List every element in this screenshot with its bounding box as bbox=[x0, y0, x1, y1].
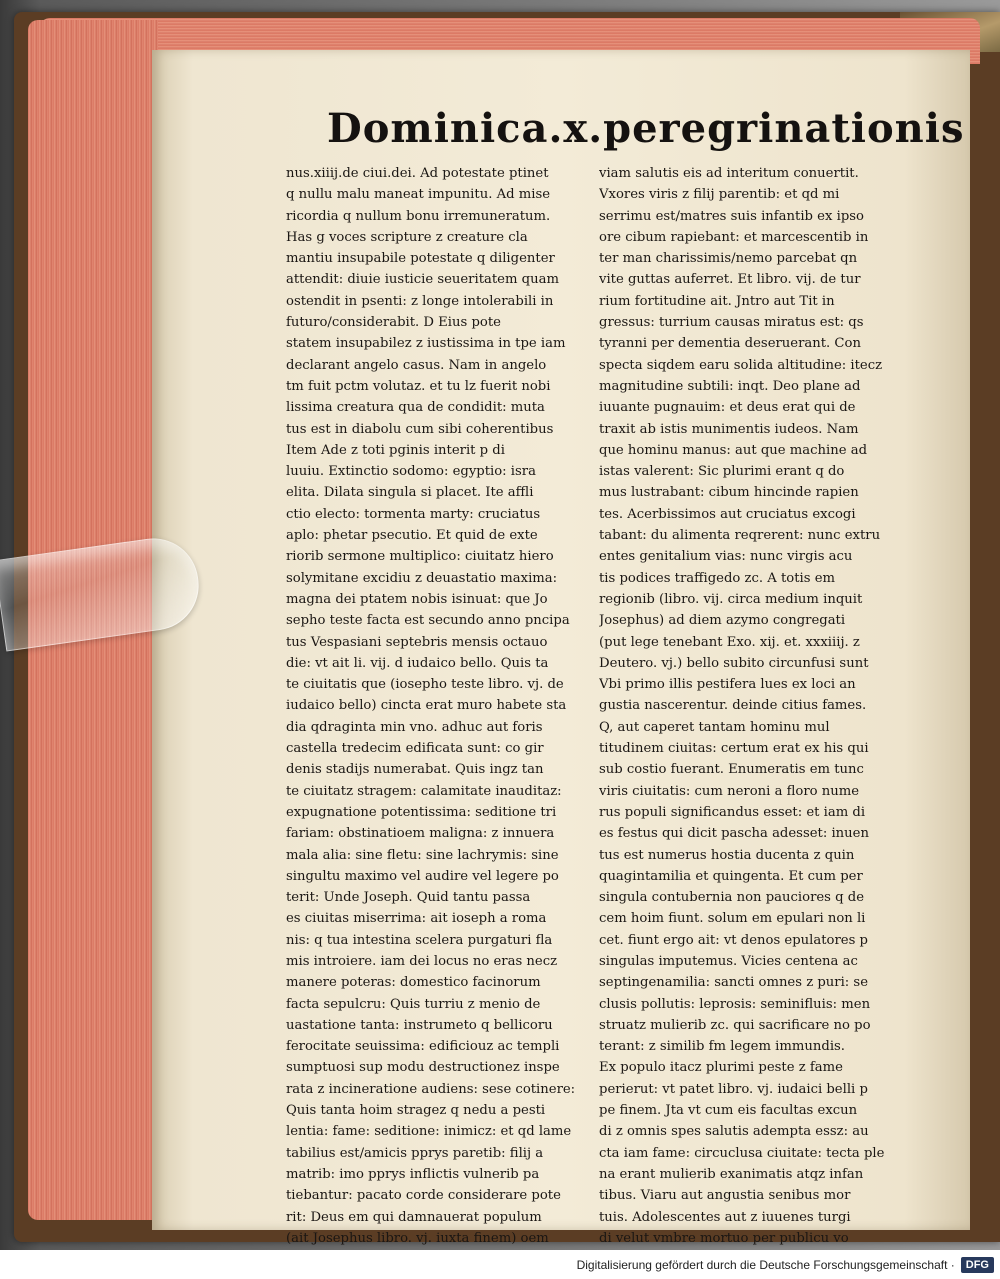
right-column-line: singula contubernia non pauciores q de bbox=[599, 890, 865, 906]
right-column-line: entes genitalium vias: nunc virgis acu bbox=[599, 549, 853, 565]
right-column-line: Vxores viris z filij parentib: et qd mi bbox=[599, 187, 840, 203]
right-column-line: Vbi primo illis pestifera lues ex loci an bbox=[599, 677, 856, 693]
right-column-line: tabant: du alimenta reqrerent: nunc extru bbox=[599, 528, 881, 544]
right-column-line: tes. Acerbissimos aut cruciatus excogi bbox=[599, 506, 856, 522]
left-column-line: ricordia q nullum bonu irremuneratum. bbox=[286, 208, 551, 224]
left-column-line: ostendit in psenti: z longe intolerabili in bbox=[286, 293, 554, 309]
left-column-line: iudaico bello) cincta erat muro habete sta bbox=[286, 698, 567, 714]
left-column-line: te ciuitatis que (iosepho teste libro. vj. de bbox=[286, 677, 564, 693]
right-column-line: Ex populo itacz plurimi peste z fame bbox=[599, 1060, 843, 1076]
right-column-line: tis podices traffigedo zc. A totis em bbox=[599, 570, 835, 586]
left-column-line: manere poteras: domestico facinorum bbox=[286, 975, 541, 991]
right-column-line: viris ciuitatis: cum neroni a floro nume bbox=[599, 783, 860, 799]
right-column-line: rus populi significandus esset: et iam di bbox=[599, 804, 866, 820]
right-column-line: viam salutis eis ad interitum conuertit. bbox=[599, 166, 859, 181]
left-column-line: riorib sermone multiplico: ciuitatz hiero bbox=[286, 549, 554, 565]
right-column-line: gressus: turrium causas miratus est: qs bbox=[599, 315, 864, 331]
right-column-line: specta siqdem earu solida altitudine: itecz bbox=[599, 357, 883, 373]
right-column-line: pe finem. Jta vt cum eis facultas excun bbox=[599, 1103, 858, 1119]
left-column-line: rit: Deus em qui damnauerat populum bbox=[286, 1209, 542, 1225]
right-column-line: tibus. Viaru aut angustia senibus mor bbox=[599, 1188, 851, 1204]
left-column-line: tabilius est/amicis pprys paretib: filij a bbox=[286, 1145, 544, 1161]
left-column-line: facta sepulcru: Quis turriu z menio de bbox=[286, 996, 541, 1012]
right-column-line: mus lustrabant: cibum hincinde rapien bbox=[599, 485, 859, 501]
dfg-logo: DFG bbox=[961, 1257, 994, 1273]
left-column-line: ctio electo: tormenta marty: cruciatus bbox=[286, 506, 541, 522]
left-column-line: nus.xiiij.de ciui.dei. Ad potestate ptinet bbox=[286, 166, 549, 181]
left-column-line: declarant angelo casus. Nam in angelo bbox=[286, 357, 547, 373]
right-column-line: iuuante pugnauim: et deus erat qui de bbox=[599, 400, 856, 416]
right-column-line: traxit ab istis munimentis iudeos. Nam bbox=[599, 421, 859, 437]
left-column-line: Quis tanta hoim stragez q nedu a pesti bbox=[286, 1103, 546, 1119]
right-column-line: Josephus) ad diem azymo congregati bbox=[599, 613, 846, 629]
right-column-line: tus est numerus hostia ducenta z quin bbox=[599, 847, 855, 863]
right-column-line: ter man charissimis/nemo parcebat qn bbox=[599, 251, 858, 267]
footer-credit: Digitalisierung gefördert durch die Deutsche Forschungsgemeinschaft · bbox=[576, 1257, 955, 1272]
left-column-line: dia qdraginta min vno. adhuc aut foris bbox=[286, 719, 543, 735]
right-column-line: terant: z similib fm legem immundis. bbox=[599, 1039, 845, 1055]
left-column-line: attendit: diuie iusticie seueritatem quam bbox=[286, 272, 559, 288]
right-column-line: ore cibum rapiebant: et marcescentib in bbox=[599, 229, 869, 245]
right-column-line: Deutero. vj.) bello subito circunfusi sunt bbox=[599, 655, 869, 671]
right-column-line: magnitudine subtili: inqt. Deo plane ad bbox=[599, 378, 861, 394]
left-column-line: tm fuit pctm volutaz. et tu lz fuerit nobi bbox=[286, 378, 551, 394]
right-column-line: regionib (libro. vij. circa medium inquit bbox=[599, 591, 863, 607]
right-column-line: serrimu est/matres suis infantib ex ipso bbox=[599, 208, 864, 224]
left-column-line: lentia: fame: seditione: inimicz: et qd lame bbox=[286, 1124, 572, 1140]
left-column-line: aplo: phetar psecutio. Et quid de exte bbox=[286, 528, 538, 544]
left-column-line: q nullu malu maneat impunitu. Ad mise bbox=[286, 187, 551, 203]
text-column-left bbox=[286, 163, 598, 1249]
right-column-line: struatz mulierib zc. qui sacrificare no po bbox=[599, 1017, 871, 1033]
right-column-line: di velut vmbre mortuo per publicu vo bbox=[599, 1230, 849, 1246]
left-column-line: nis: q tua intestina scelera purgaturi fla bbox=[286, 932, 553, 948]
left-column-line: Has g voces scripture z creature cla bbox=[286, 229, 528, 245]
left-column-line: elita. Dilata singula si placet. Ite affli bbox=[286, 485, 534, 501]
left-column-line: uastatione tanta: instrumeto q bellicoru bbox=[286, 1017, 553, 1033]
left-column-line: mis introiere. iam dei locus no eras necz bbox=[286, 953, 558, 969]
left-column-line: fariam: obstinatioem maligna: z innuera bbox=[286, 826, 555, 842]
right-column-line: sub costio fuerant. Enumeratis em tunc bbox=[599, 762, 864, 778]
right-column-line: es festus qui dicit pascha adesset: inuen bbox=[599, 826, 869, 842]
right-column-line: di z omnis spes salutis adempta essz: au bbox=[599, 1124, 869, 1140]
left-column-line: mala alia: sine fletu: sine lachrymis: sine bbox=[286, 847, 559, 863]
text-column-right bbox=[599, 163, 911, 1249]
right-column-line: istas valerent: Sic plurimi erant q do bbox=[599, 464, 845, 480]
page-title: Dominica.x.peregrinationis bbox=[327, 105, 965, 152]
right-column-line: Q, aut caperet tantam hominu mul bbox=[599, 719, 830, 735]
right-column-line: titudinem ciuitas: certum erat ex his qui bbox=[599, 741, 869, 757]
book-page bbox=[152, 50, 970, 1246]
right-column-line: rium fortitudine ait. Jntro aut Tit in bbox=[599, 293, 835, 309]
left-column-line: sepho teste facta est secundo anno pncipa bbox=[286, 613, 570, 629]
right-column-line: na erant mulierib exanimatis atqz infan bbox=[599, 1166, 864, 1182]
left-column-line: (ait Josephus libro. vj. iuxta finem) oem bbox=[286, 1230, 549, 1246]
left-column-line: tus est in diabolu cum sibi coherentibus bbox=[286, 421, 554, 437]
left-column-line: rata z incineratione audiens: sese cotinere: bbox=[286, 1081, 576, 1097]
right-column-line: gustia nascerentur. deinde citius fames. bbox=[599, 698, 867, 714]
left-column-line: castella tredecim edificata sunt: co gir bbox=[286, 741, 544, 757]
left-column-line: tus Vespasiani septebris mensis octauo bbox=[286, 634, 548, 650]
footer-bar bbox=[0, 1250, 1000, 1279]
left-column-line: sumptuosi sup modu destructionez inspe bbox=[286, 1060, 560, 1076]
left-column-line: te ciuitatz stragem: calamitate inauditaz: bbox=[286, 783, 562, 799]
right-column-line: quagintamilia et quingenta. Et cum per bbox=[599, 868, 863, 884]
left-column-line: terit: Unde Joseph. Quid tantu passa bbox=[286, 890, 531, 906]
right-column-line: clusis pollutis: leprosis: seminifluis: men bbox=[599, 996, 871, 1012]
left-column-line: futuro/considerabit. D Eius pote bbox=[286, 315, 501, 331]
right-column-line: vite guttas auferret. Et libro. vij. de tur bbox=[599, 272, 861, 288]
right-column-line: cet. fiunt ergo ait: vt denos epulatores p bbox=[599, 932, 868, 948]
left-column-line: ferocitate seuissima: edificiouz ac templi bbox=[286, 1039, 560, 1055]
left-column-line: lissima creatura qua de condidit: muta bbox=[286, 400, 545, 416]
left-column-line: matrib: imo pprys inflictis vulnerib pa bbox=[286, 1166, 540, 1182]
right-column-line: cta iam fame: circuclusa ciuitate: tecta ple bbox=[599, 1145, 885, 1161]
left-column-line: Item Ade z toti pginis interit p di bbox=[286, 442, 505, 458]
right-column-line: singulas imputemus. Vicies centena ac bbox=[599, 953, 858, 969]
left-column-line: denis stadijs numerabat. Quis ingz tan bbox=[286, 762, 544, 778]
left-column-line: statem insupabilez z iustissima in tpe iam bbox=[286, 336, 566, 352]
left-column-line: mantiu insupabile potestate q diligenter bbox=[286, 251, 555, 267]
right-column-line: perierut: vt patet libro. vj. iudaici belli p bbox=[599, 1081, 868, 1097]
left-column-line: magna dei ptatem nobis isinuat: que Jo bbox=[286, 591, 548, 607]
left-column-line: solymitane excidiu z deuastatio maxima: bbox=[286, 570, 558, 586]
right-column-line: cem hoim fiunt. solum em epulari non li bbox=[599, 911, 866, 927]
left-column-line: tiebantur: pacato corde considerare pote bbox=[286, 1188, 561, 1204]
left-column-line: die: vt ait li. vij. d iudaico bello. Quis ta bbox=[286, 655, 549, 671]
right-column-line: septingenamilia: sancti omnes z puri: se bbox=[599, 975, 869, 991]
left-column-line: expugnatione potentissima: seditione tri bbox=[286, 804, 557, 820]
right-column-line: tuis. Adolescentes aut z iuuenes turgi bbox=[599, 1209, 851, 1225]
left-column-line: singultu maximo vel audire vel legere po bbox=[286, 868, 559, 884]
right-column-line: que hominu manus: aut que machine ad bbox=[599, 442, 868, 458]
right-column-line: tyranni per dementia deseruerant. Con bbox=[599, 336, 861, 352]
right-column-line: (put lege tenebant Exo. xij. et. xxxiiij. z bbox=[599, 634, 860, 650]
left-column-line: es ciuitas miserrima: ait ioseph a roma bbox=[286, 911, 547, 927]
left-column-line: luuiu. Extinctio sodomo: egyptio: isra bbox=[286, 464, 536, 480]
